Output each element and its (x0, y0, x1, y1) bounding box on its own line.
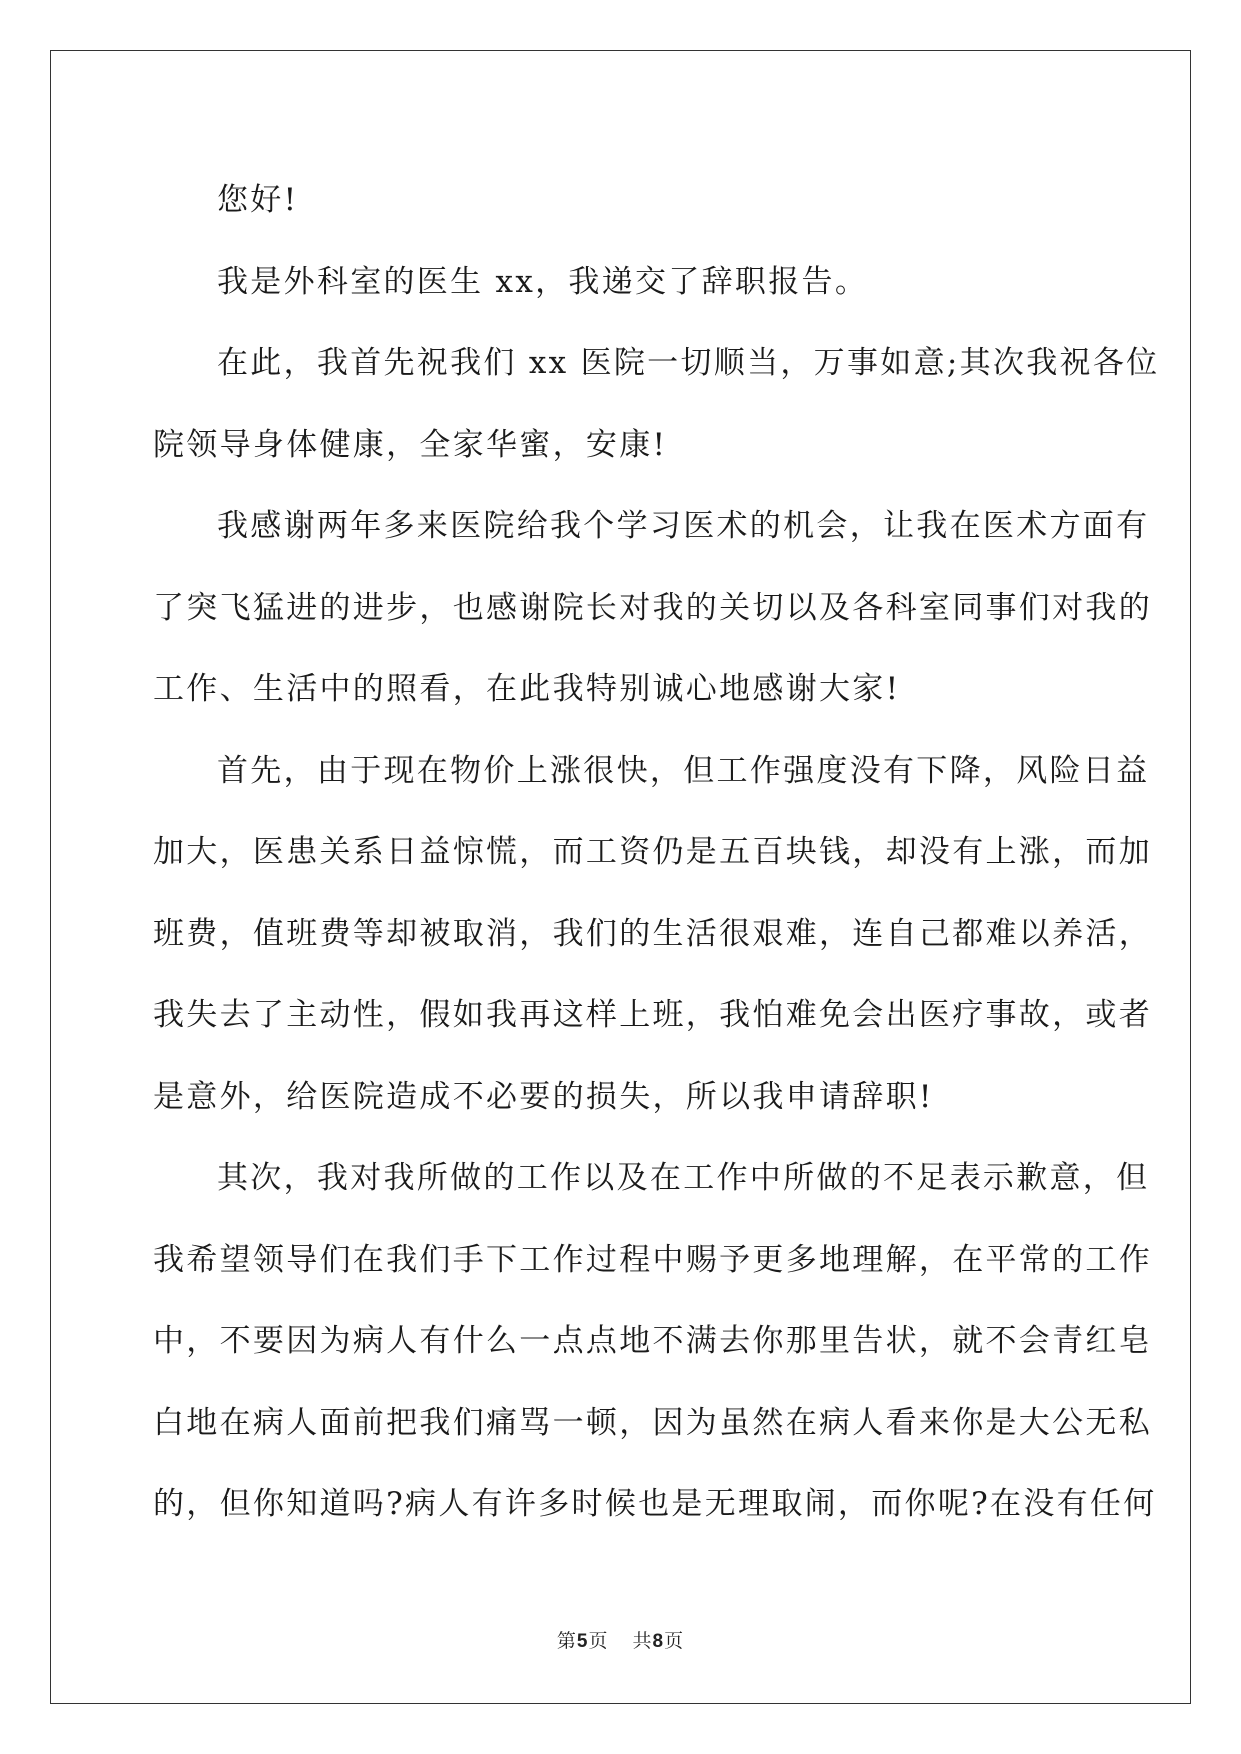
page-footer (0, 1626, 1241, 1653)
text-line: 院领导身体健康，全家华蜜，安康! (153, 426, 668, 463)
text-line: 我是外科室的医生 xx，我递交了辞职报告。 (217, 263, 869, 300)
total-prefix: 共 (632, 1630, 653, 1652)
text-line: 首先，由于现在物价上涨很快，但工作强度没有下降，风险日益 (217, 752, 1150, 789)
text-line: 的，但你知道吗?病人有许多时候也是无理取闹，而你呢?在没有任何 (153, 1486, 1157, 1522)
text-line: 白地在病人面前把我们痛骂一顿，因为虽然在病人看来你是大公无私 (153, 1404, 1152, 1441)
text-line: 加大，医患关系日益惊慌，而工资仍是五百块钱，却没有上涨，而加 (153, 834, 1152, 870)
text-line: 工作、生活中的照看，在此我特别诚心地感谢大家! (153, 671, 901, 707)
page-prefix: 第 (556, 1630, 577, 1652)
text-line: 班费，值班费等却被取消，我们的生活很艰难，连自己都难以养活， (153, 915, 1152, 952)
text-line: 我失去了主动性，假如我再这样上班，我怕难免会出医疗事故，或者 (153, 997, 1152, 1033)
text-line: 了突飞猛进的进步，也感谢院长对我的关切以及各科室同事们对我的 (153, 589, 1152, 626)
text-line: 中，不要因为病人有什么一点点地不满去你那里告状，就不会青红皂 (153, 1323, 1152, 1359)
total-unit: 页 (664, 1630, 685, 1652)
text-line: 我希望领导们在我们手下工作过程中赐予更多地理解，在平常的工作 (153, 1241, 1152, 1278)
page-unit: 页 (588, 1630, 609, 1652)
text-line: 在此，我首先祝我们 xx 医院一切顺当，万事如意;其次我祝各位 (217, 345, 1160, 381)
text-line: 您好! (217, 182, 299, 218)
page-total: 8 (652, 1631, 665, 1652)
text-line: 是意外，给医院造成不必要的损失，所以我申请辞职! (153, 1078, 934, 1115)
document-body (153, 160, 1160, 1546)
text-line: 我感谢两年多来医院给我个学习医术的机会，让我在医术方面有 (217, 508, 1150, 544)
page-current: 5 (576, 1631, 589, 1652)
text-line: 其次，我对我所做的工作以及在工作中所做的不足表示歉意，但 (217, 1160, 1150, 1196)
